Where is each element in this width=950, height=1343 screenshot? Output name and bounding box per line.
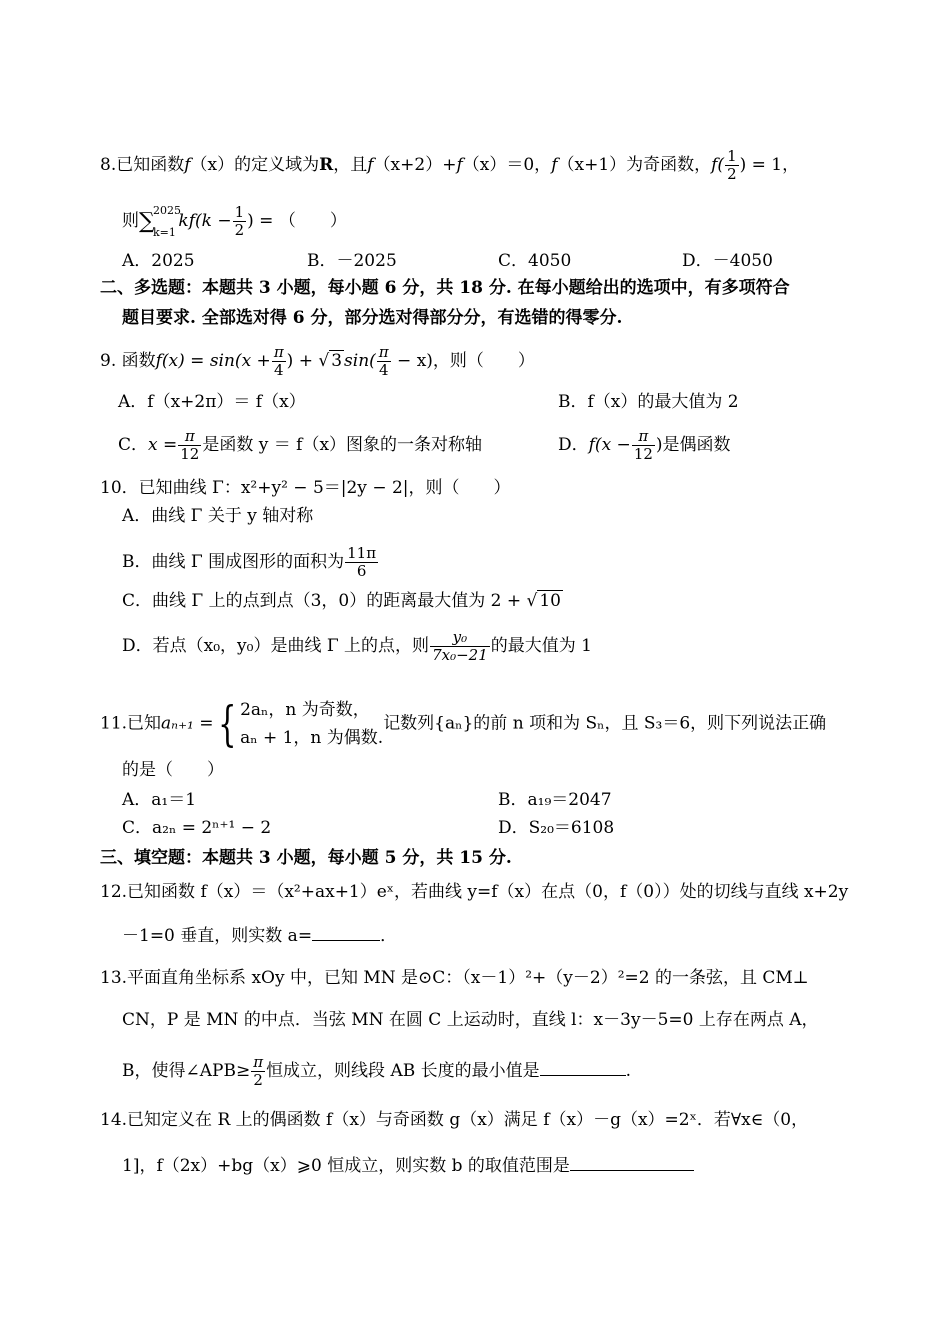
q9-d-expr: f(x −	[588, 435, 631, 455]
q12-line2	[122, 922, 397, 948]
q10-option-b	[122, 545, 379, 580]
q12-answer-blank[interactable]	[312, 922, 380, 941]
q9-expr2: ) +	[286, 351, 319, 371]
q8-option-d: D．－4050	[682, 251, 773, 271]
q8-half-frac	[725, 148, 739, 183]
q10-b-den: 6	[356, 562, 367, 580]
section2-header-line2: 题目要求. 全部选对得 6 分，部分选对得部分分，有选错的得零分.	[122, 308, 623, 328]
q10-d-post: 的最大值为 1	[490, 636, 592, 656]
q10-c-text: C．曲线 Γ 上的点到点（3，0）的距离最大值为 2 +	[122, 591, 527, 611]
sqrt-icon: √	[526, 591, 538, 611]
q11-option-d: D．S₂₀＝6108	[498, 818, 615, 838]
q9-four2: 4	[378, 361, 389, 379]
q11-case1: 2aₙ，n 为奇数，	[240, 700, 370, 720]
q14-line2	[122, 1152, 694, 1178]
q11-pre: 11.已知	[100, 713, 162, 734]
q12-line2-text: －1=0 垂直，则实数 a=	[122, 926, 313, 946]
q9-d-twelve: 12	[633, 445, 653, 463]
q10-option-a: A．曲线 Γ 关于 y 轴对称	[122, 506, 314, 526]
q10-option-c	[122, 589, 563, 613]
q8-arg4: （x+1）	[557, 155, 627, 175]
q9-c-twelve: 12	[180, 445, 200, 463]
q8-arg: （x）	[190, 155, 235, 175]
q9-four1: 4	[273, 361, 284, 379]
q9-c-label: C．	[118, 435, 149, 455]
q10-d-den: 7x₀−21	[432, 646, 488, 664]
q8-sum-top: 2025	[153, 203, 181, 217]
q10-b-frac	[345, 545, 378, 580]
q10-b-num: 11π	[347, 544, 377, 562]
q8-f4: f	[551, 155, 558, 175]
q9-c-x: x =	[148, 435, 178, 455]
q13-line2: CN，P 是 MN 的中点．当弦 MN 在圆 C 上运动时，直线 l：x－3y－5=0 上存在两点 A，	[122, 1010, 819, 1030]
q8-option-a: A．2025	[122, 251, 195, 271]
q12-period: ．	[380, 926, 398, 946]
q8-f2: f	[367, 155, 374, 175]
q10-d-frac	[430, 629, 490, 664]
q13-line1: 13.平面直角坐标系 xOy 中，已知 MN 是⊙C：（x－1）²+（y－2）²=2 的一条弦，且 CM⊥	[100, 968, 809, 988]
q9-expr1: f(x) = sin(x +	[155, 351, 271, 371]
q9-expr3: sin(	[344, 351, 376, 371]
q11-option-b: B．a₁₉＝2047	[498, 790, 612, 810]
sqrt-icon: √	[318, 351, 330, 371]
q9-d-label: D．	[558, 435, 589, 455]
q13-num: π	[253, 1053, 264, 1071]
q13-line3-mid: 恒成立，则线段 AB 长度的最小值是	[266, 1061, 540, 1081]
section2-header-line1: 二、多选题：本题共 3 小题，每小题 6 分，共 18 分. 在每小题给出的选项中，有多项符合	[100, 278, 790, 298]
q9-expr4: − x)，则（ ）	[391, 351, 535, 371]
q11-cases	[240, 696, 383, 752]
q8-sum-frac	[233, 204, 247, 239]
q10-d-num: y₀	[430, 629, 490, 647]
q8-domain-text: 的定义域为	[234, 155, 320, 175]
q11-stem	[100, 696, 826, 752]
q9-pi2: π	[378, 343, 389, 361]
q11-lhs: aₙ₊₁ =	[161, 713, 214, 734]
q9-c-frac	[178, 428, 201, 463]
q8-option-c: C．4050	[498, 251, 572, 271]
q8-sum-symbol	[139, 203, 181, 239]
q8-eq0: ＝0，	[506, 155, 552, 175]
q8-sum-den: 2	[234, 221, 245, 239]
q10-stem: 10．已知曲线 Γ：x²+y² − 5＝|2y − 2|，则（ ）	[100, 478, 511, 498]
section3-header: 三、填空题：本题共 3 小题，每小题 5 分，共 15 分.	[100, 848, 512, 868]
q9-d-pi: π	[632, 428, 655, 446]
q8-stem-text: 8.已知函数	[100, 155, 185, 175]
q9-frac1	[272, 344, 286, 379]
q9-frac2	[377, 344, 391, 379]
q9-d-frac	[632, 428, 655, 463]
sigma-icon: ∑	[139, 208, 155, 234]
q10-option-d	[122, 629, 592, 664]
q9-option-a: A．f（x+2π）＝ f（x）	[118, 392, 306, 412]
q8-R: R	[319, 155, 334, 175]
q8-arg3: （x）	[462, 155, 507, 175]
q8-fhalf-pre: f(	[711, 155, 725, 175]
q8-half-num: 1	[727, 147, 737, 165]
q13-den: 2	[253, 1071, 263, 1089]
q8-arg2: （x+2）	[373, 155, 443, 175]
q8-odd: 为奇函数，	[626, 155, 712, 175]
q13-frac	[251, 1054, 265, 1089]
q13-period: .	[625, 1061, 632, 1081]
q8-option-b: B．－2025	[307, 251, 397, 271]
q11-option-a: A．a₁＝1	[122, 790, 197, 810]
q8-sum-line	[122, 204, 347, 239]
q10-d-text: D．若点（x₀，y₀）是曲线 Γ 上的点，则	[122, 636, 430, 656]
q10-b-text: B．曲线 Γ 围成图形的面积为	[122, 552, 345, 572]
q8-ze: 则	[122, 211, 139, 231]
q9-c-post: 是函数 y ＝ f（x）图象的一条对称轴	[202, 435, 483, 455]
q14-line1: 14.已知定义在 R 上的偶函数 f（x）与奇函数 g（x）满足 f（x）－g（x）=2ˣ．若∀x∈（0，	[100, 1110, 809, 1130]
q9-option-c	[118, 428, 482, 463]
q13-line3	[122, 1054, 631, 1089]
q8-sum-post: ) = （ ）	[247, 211, 347, 231]
q9-option-b: B．f（x）的最大值为 2	[558, 392, 739, 412]
q8-sum-bot: k=1	[153, 225, 176, 239]
q8-f3: f	[456, 155, 463, 175]
q8-sum-num: 1	[234, 203, 245, 221]
q8-sum-expr: kf(k −	[173, 211, 232, 231]
left-brace-icon: {	[217, 696, 236, 752]
q14-answer-blank[interactable]	[570, 1152, 694, 1171]
q13-answer-blank[interactable]	[540, 1057, 626, 1076]
q11-option-c: C．a₂ₙ = 2ⁿ⁺¹ − 2	[122, 818, 272, 838]
q9-c-pi: π	[178, 428, 201, 446]
q10-c-sqrt: 10	[539, 591, 561, 611]
q9-d-post: )是偶函数	[655, 435, 731, 455]
q9-stem	[100, 344, 535, 379]
q8-fhalf-post: ) = 1，	[739, 155, 800, 175]
q8-plus: +	[442, 155, 457, 175]
q13-line3-pre: B，使得∠APB≥	[122, 1061, 251, 1081]
q9-option-d	[558, 428, 731, 463]
q14-line2-text: 1]，f（2x）+bg（x）⩾0 恒成立，则实数 b 的取值范围是	[122, 1156, 570, 1176]
q8-half-den: 2	[727, 165, 737, 183]
q8-f: f	[184, 155, 191, 175]
q9-sqrt3: 3	[331, 351, 343, 371]
q11-post: 记数列{aₙ}的前 n 项和为 Sₙ，且 S₃＝6，则下列说法正确	[383, 713, 827, 734]
q8-stem	[100, 148, 799, 183]
q11-line2: 的是（ ）	[122, 760, 224, 780]
q12-line1: 12.已知函数 f（x）＝（x²+ax+1）eˣ，若曲线 y=f（x）在点（0，f（0））处的切线与直线 x+2y	[100, 882, 849, 902]
q9-pre: 9. 函数	[100, 351, 156, 371]
q8-and: ，且	[333, 155, 368, 175]
q9-pi1: π	[273, 343, 284, 361]
q11-case2: aₙ + 1，n 为偶数.	[240, 728, 384, 748]
